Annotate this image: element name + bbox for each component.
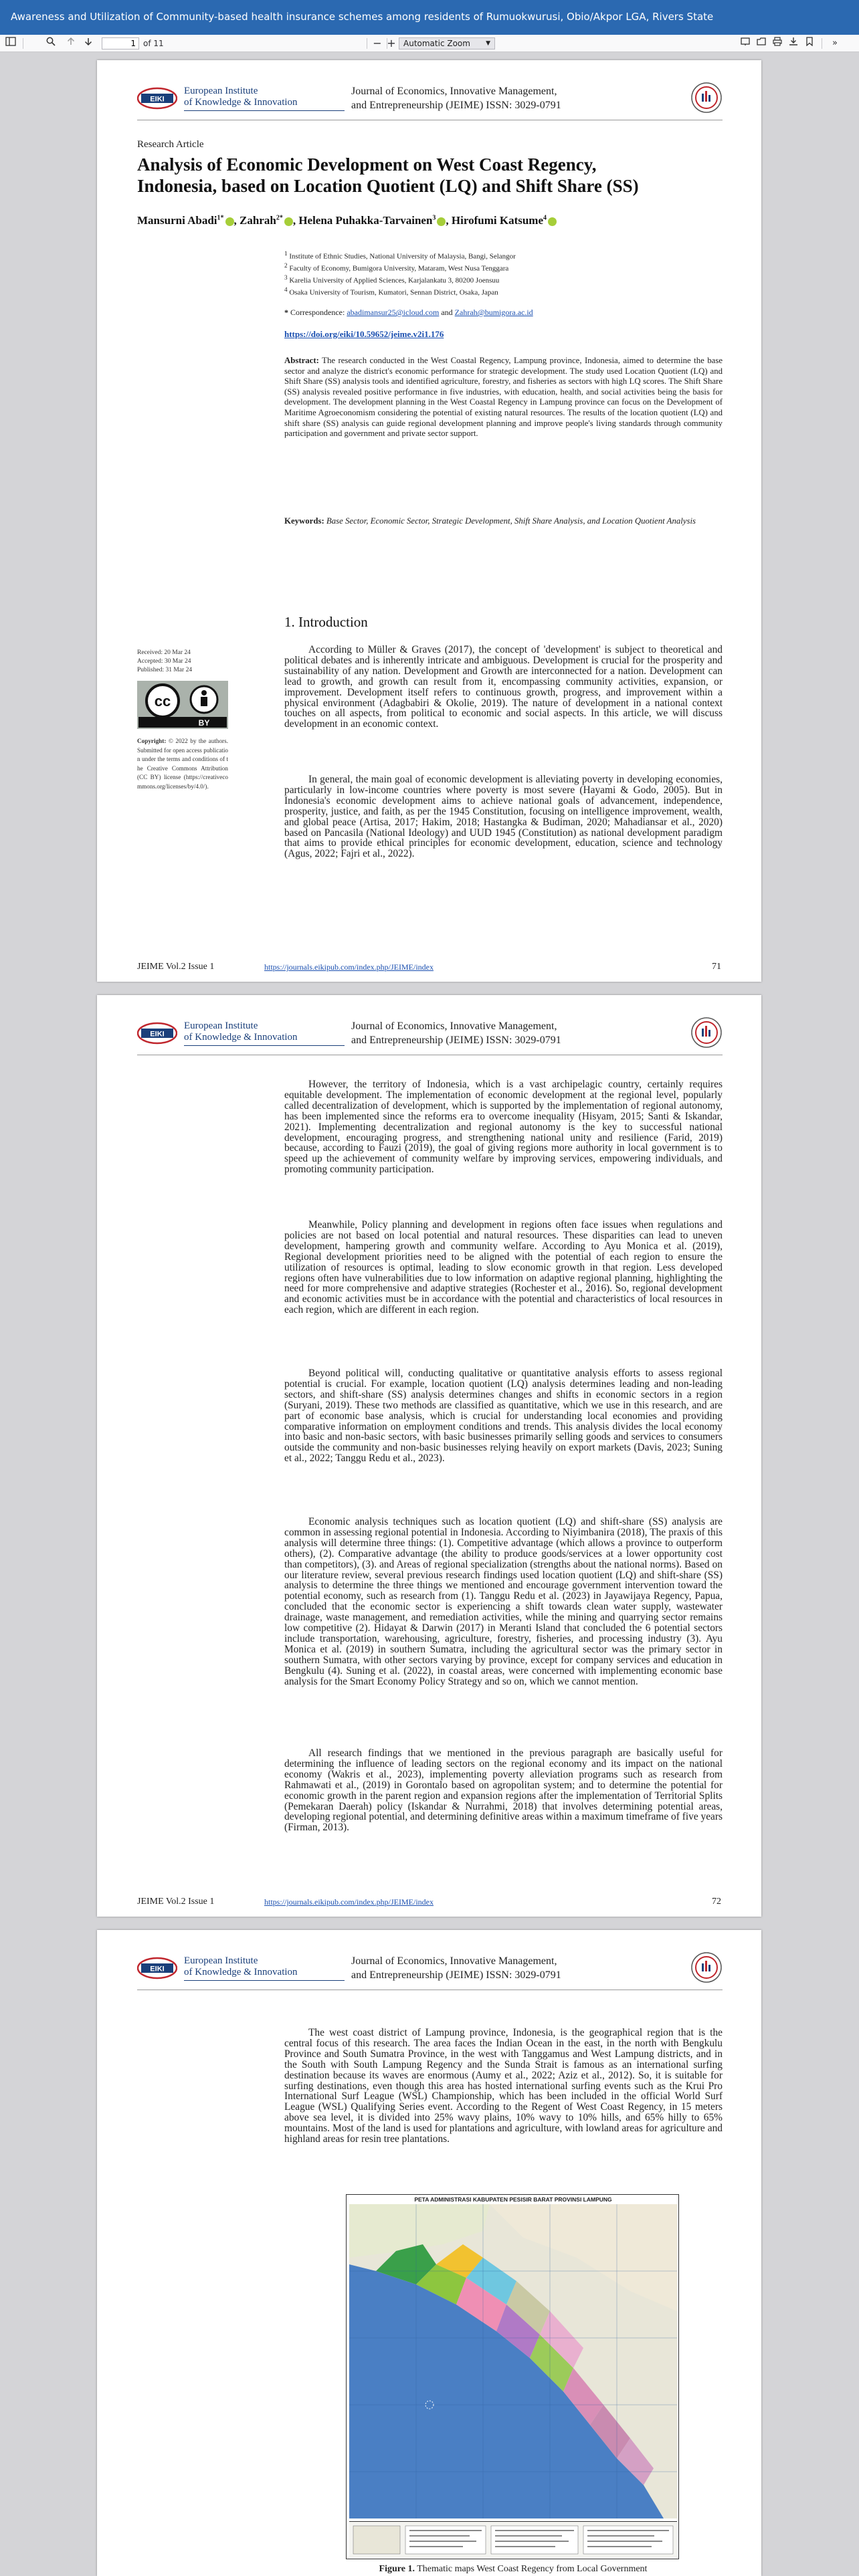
author-name: Mansurni Abadi [137, 214, 217, 227]
article-title: Analysis of Economic Development on West Coast Regency, Indonesia, based on Location Quotient (LQ) and Shift Share (SS) [137, 154, 639, 196]
correspondence: * Correspondence: abadimansur25@icloud.com and Zahrah@bumigora.ac.id [284, 308, 533, 317]
body-paragraph: Economic analysis techniques such as location quotient (LQ) and shift-share (SS) analysis are common in assessing regional potential in Indonesia. According to Niyimbanira (2018), The praxis of this analysis will determine three things: (1). Competitive advantage (which allows a province to outperform others), (2). Comparative advantage (the ability to produce goods/services at a lower opportunity cost than competitors), (3). and Areas of regional specialization (strengths about the national norms). Based on our literature review, several previous research findings used location quotient (LQ) and shift-share (SS) analysis to determine the three things we mentioned and encourage government intervention toward the potential economy, such as research from (1). Tanggu Redu et al. (2023) in Jayawijaya Regency, Papua, concluded that the economic sector is experiencing a shift towards clean water supply, wastewater drainage, waste management, and remediation activities, while the mining and quarrying sector remains low competitive (2). Hidayat & Darwin (2017) in Meranti Island that concluded the 6 potential sectors include transportation, warehousing, agriculture, forestry, fisheries, and processing industry (3). Ayu Monica et al. (2019) in southern Sumatra, including the agricultural sector was the primary sector in southern Sumatra, with other sectors varying by province, except for company services and education in Bengkulu (4). Suning et al. (2022), in coastal areas, were concerned with implementing economic base analysis for the Smart Economy Policy Strategy and so on, which we cannot mention. [284, 1516, 723, 1687]
author-name: Zahrah [240, 214, 276, 227]
download-icon[interactable] [787, 37, 800, 50]
footer-url-link[interactable]: https://journals.eikipub.com/index.php/JEIME/index [264, 1897, 434, 1907]
by-text: BY [198, 718, 210, 728]
institute-name: European Institute of Knowledge & Innovation [184, 1955, 298, 1978]
abstract: Abstract: The research conducted in the West Coastal Regency, Lampung province, Indonesia, aimed to determine the base sector and analyze the district's economic performance for strategic development. The study used Location Quotient (LQ) and Shift Share (SS) analysis tools and identified agriculture, forestry, and fisheries as sectors with high LQ scores. The Shift Share (SS) analysis revealed positive performance in five industries, with education, health, and social activities being the basis for development. The development planning in the West Coastal Regency in Lampung province can focus on the Development of Maritime Agroeconomism considering the potential of existing natural resources. The results of the location quotient (LQ) and shift share (SS) analysis can guide regional development planning and improve people's living standards through community participation and government and private sector support. [284, 356, 723, 439]
logo-text: EIKI [150, 95, 165, 104]
institute-name: European Institute of Knowledge & Innovation [184, 1021, 298, 1043]
footer-issue: JEIME Vol.2 Issue 1 [137, 1897, 215, 1907]
pdf-page-72 [97, 995, 761, 1917]
doi-link[interactable]: https://doi.org/eiki/10.59652/jeime.v2i1.176 [284, 329, 444, 339]
window-title: Awareness and Utilization of Community-based health insurance schemes among residents of Rumuokwurusi, Obio/Akpor LGA, Rivers State [11, 11, 714, 23]
sidebar-toggle-icon[interactable] [4, 37, 17, 50]
next-page-icon[interactable] [82, 37, 95, 50]
print-icon[interactable] [771, 37, 784, 50]
map-title: PETA ADMINISTRASI KABUPATEN PESISIR BARAT PROVINSI LAMPUNG [414, 2196, 612, 2203]
journal-name: Journal of Economics, Innovative Management, and Entrepreneurship (JEIME) ISSN: 3029-0791 [351, 1955, 561, 1981]
journal-name: Journal of Economics, Innovative Management, and Entrepreneurship (JEIME) ISSN: 3029-0791 [351, 1021, 561, 1046]
journal-name: Journal of Economics, Innovative Management, and Entrepreneurship (JEIME) ISSN: 3029-0791 [351, 86, 561, 111]
body-paragraph: All research findings that we mentioned in the previous paragraph are basically useful for determining the influence of leading sectors on the regional economy and its impact on the national economy (Wakris et al., 2023), implementing poverty alleviation programs such as research from Rahmawati et al., (2019) in Gorontalo based on agropolitan system; and to determine the potential for economic growth in the parent region and expansion regions after the implementation of Territorial Splits (Pemekaran Daerah) policy (Iskandar & Nurrahmi, 2018) that involves determining potential areas, developing regional potential, and determining definitive areas within a maximum timeframe of five years (Firman, 2013). [284, 1747, 723, 1834]
keywords: Keywords: Base Sector, Economic Sector, Strategic Development, Shift Share Analysis, and Location Quotient Analysis [284, 516, 696, 526]
footer-issue: JEIME Vol.2 Issue 1 [137, 962, 215, 972]
svg-text:EIKI: EIKI [150, 1965, 165, 1973]
zoom-in-button[interactable]: + [387, 37, 396, 49]
journal-seal-icon [690, 82, 723, 114]
eiki-logo-icon [137, 86, 177, 111]
cc-by-license-icon [137, 681, 228, 729]
body-paragraph: Beyond political will, conducting qualitative or quantitative analysis efforts to assess regional potential is crucial. For example, location quotient (LQ) analysis determines leading and non-leading sectors, and shift-share (SS) analysis determines changes and shifts in economic sectors in a region (Suryani, 2019). These two methods are classified as quantitative, which we use in this research, and are part of economic base analysis, which is crucial for understanding local economies and providing comparative information on employment conditions and trends. This analysis divides the local economy into basic and non-basic sectors, with basic businesses primarily selling goods and services to consumers outside the community and non-basic businesses relying heavily on export markets (Davis, 2023; Suning et al., 2022; Tanggu Redu et al., 2023). [284, 1368, 723, 1465]
svg-text:EIKI: EIKI [150, 1030, 165, 1039]
map-legend [349, 2521, 677, 2557]
open-file-icon[interactable] [755, 37, 768, 50]
affiliations: $^1$ Institute of Ethnic Studies, National University of Malaysia, Bangi, Selangor $^2$ Faculty of Economy, Bumigora University, Mataram, West Nusa Tenggara $^3$ Karelia University of Applied Sciences, Karjalankatu 3, 80200 Joensuu $^4$ Osaka University of Tourism, Kumatori, Sennan District, Osaka, Japan [284, 250, 516, 298]
pdf-page-71 [97, 60, 761, 982]
journal-seal-icon [690, 1951, 723, 1983]
orcid-icon [284, 217, 293, 226]
article-type: Research Article [137, 139, 204, 150]
author-name: Hirofumi Katsume [451, 214, 544, 227]
zoom-select[interactable] [399, 37, 495, 49]
body-paragraph: Meanwhile, Policy planning and development in regions often face issues when regulations and policies are not based on local potential and natural resources. These disparities can lead to uneven development, hampering growth and community welfare. According to Ayu Monica et al. (2019), Regional development priorities need to be aligned with the potential of each region to ensure the utilization of resources is optimal, leading to slow economic growth in that region. Less developed regions often have vulnerabilities due to low information on adaptive regional planning, highlighting the need for more comprehensive and adaptive strategies (Rochester et al., 2016). So, regional development and economic activities must be in accordance with the potential and characteristics of local resources in each region, which are different in each region. [284, 1219, 723, 1316]
regency-map [349, 2204, 677, 2518]
body-paragraph: However, the territory of Indonesia, which is a vast archipelagic country, certainly requires equitable development. The implementation of economic development at the regional level, popularly called decentralization of development, which is supported by the implementation of regional autonomy, has been implemented since the reforms era to overcome inequality (Hisyam, 2015; Santi & Iskandar, 2021). Implementing decentralization and regional autonomy is the key to successful national development, encouraging progress, and strengthening national unity and resilience (Farid, 2019) because, according to Fauzi (2019), the goal of giving regions more authority in local government is to speed up the achievement of community welfare by improving services, empowering individuals, and promoting community participation. [284, 1079, 723, 1176]
email-link[interactable]: abadimansur25@icloud.com [347, 308, 440, 317]
section-heading: 1. Introduction [284, 614, 368, 630]
author-list: Mansurni Abadi$^{1*}$ , Zahrah$^{2*}$ , Helena Puhakka-Tarvainen$^3$ , Hirofumi Katsume$^4$ [137, 214, 557, 227]
chevron-down-icon: ▼ [486, 40, 490, 47]
orcid-icon [225, 217, 234, 226]
intro-paragraph: According to Müller & Graves (2017), the concept of 'development' is subject to theoretical and political debates and is inherently intricate and ambiguous. Development is crucial for the prosperity and sustainability of any nation. Development and Growth are interconnected for a nation. Development can lead to growth, and growth can result from it, encompassing community activities, expansion, or improvement. Development itself refers to continuous growth, progress, and improvement within a physical environment (Adagbabiri & Okolie, 2019). The nature of development in a national context touches on all aspects, from political to economic and social aspects. In this article, we will discuss development in an economic context. [284, 644, 723, 730]
orcid-icon [548, 217, 557, 226]
institute-name: European Institute of Knowledge & Innovation [184, 86, 298, 108]
figure-caption: Figure 1. Thematic maps West Coast Regency from Local Government [379, 2564, 648, 2574]
thematic-map-figure [346, 2194, 679, 2559]
body-paragraph: The west coast district of Lampung province, Indonesia, is the geographical region that is the central focus of this research. The area faces the Indian Ocean in the east, in the north with Bengkulu Province and South Sumatra Province, in the west with Tanggamus and West Lampung districts, and in the South with South Lampung Regency and the Sunda Strait is famous as an international surfing destination because its waves are enormous (Aumy et al., 2022; Aziz et al., 2012). So, it is suitable for surfing destinations, even though this area has hosted international surfing events such as the Krui Pro International Surf League (WSL) Championship, which has been included in the official World Surf League (WSL) Qualifying Series event. According to the Regent of West Coast Regency, in 15 meters above sea level, it is divided into 25% wavy plains, 10% wavy to 10% hills, and 65% hilly to 65% mountains. Most of the land is used for plantations and agriculture, with lowland areas for agriculture and highland areas for resin tree plantations. [284, 2027, 723, 2145]
footer-page-number: 71 [712, 962, 721, 972]
page-number-input[interactable]: 1 [102, 37, 139, 49]
search-icon[interactable] [44, 37, 58, 50]
bookmark-icon[interactable] [803, 37, 816, 50]
copyright-notice: Copyright: © 2022 by the authors. Submitted for open access publication under the terms and conditions of the Creative Commons Attribution (CC BY) license (https://creativecommons.org/licenses/by/4.0/). [137, 738, 228, 790]
email-link[interactable]: Zahrah@bumigora.ac.id [454, 308, 533, 317]
intro-paragraph: In general, the main goal of economic development is alleviating poverty in developing economies, particularly in low-income countries where poverty is most severe (Hayami & Godo, 2005). But in Indonesia's economic development aims to achieve national goals of advancement, independence, prosperity, justice, and faith, as per the 1945 Constitution, focusing on intelligence improvement, wealth, and global peace (Artisa, 2017; Hakim, 2018; Hastangka & Budiman, 2020; Mahadiansar et al., 2020) based on Pancasila (National Ideology) and UUD 1945 (Constitution) as national development paradigm that aims to provide ethical principles for economic development, education, science and technology (Agus, 2022; Fajri et al., 2022). [284, 774, 723, 860]
footer-page-number: 72 [712, 1897, 721, 1907]
author-name: Helena Puhakka-Tarvainen [298, 214, 433, 227]
orcid-icon [437, 217, 446, 226]
previous-page-icon[interactable] [64, 37, 78, 50]
cc-text: cc [154, 693, 171, 710]
presentation-mode-icon[interactable] [739, 37, 752, 50]
zoom-out-button[interactable]: − [373, 37, 382, 49]
window-titlebar [0, 0, 859, 35]
pdf-page-73 [97, 1930, 761, 2576]
eiki-logo-icon [137, 1021, 177, 1046]
article-dates: Received: 20 Mar 24 Accepted: 30 Mar 24 Published: 31 Mar 24 [137, 649, 193, 673]
eiki-logo-icon [137, 1955, 177, 1981]
zoom-select-value: Automatic Zoom [403, 39, 470, 48]
page-total-label: of 11 [143, 39, 164, 48]
pdf-toolbar [0, 35, 859, 52]
footer-url-link[interactable]: https://journals.eikipub.com/index.php/JEIME/index [264, 962, 434, 972]
journal-seal-icon [690, 1016, 723, 1049]
tools-menu-icon[interactable]: » [832, 38, 838, 48]
